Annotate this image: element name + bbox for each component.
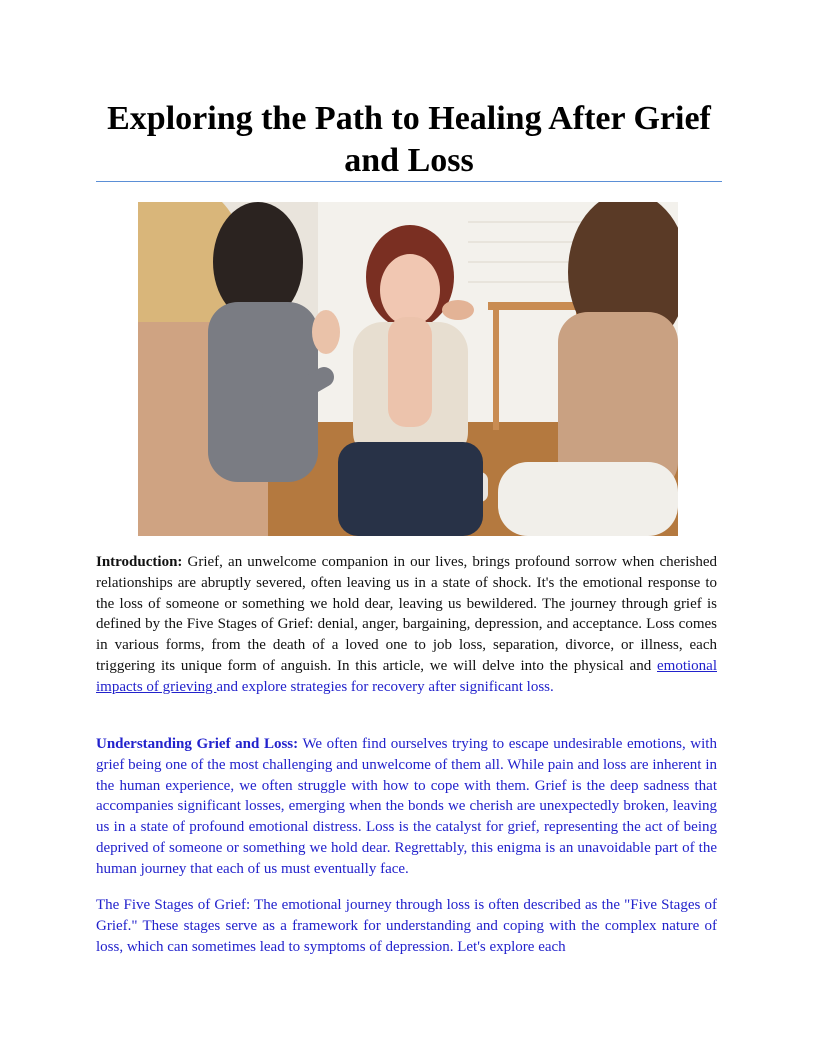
support-group-photo	[138, 202, 678, 536]
intro-text: Grief, an unwelcome companion in our lives, brings profound sorrow when cherished relationships are abruptly severed, often leaving us in a state of shock. It's the emotional response to the loss of someone or something we hold dear, leaving us bewildered. The journey through grief is defined by the Five Stages of Grief: denial, anger, bargaining, depression, and acceptance. Loss comes in various forms, from the death of a loved one to job loss, separation, divorce, or illness, each triggering its unique form of anguish. In this article, we will delve into the physical and	[96, 554, 717, 674]
stages-paragraph: The Five Stages of Grief: The emotional journey through loss is often described as the "Five Stages of Grief." These stages serve as a framework for understanding and coping with the complex nature of loss, which can sometimes lead to symptoms of depression. Let's explore each	[96, 897, 717, 955]
intro-lead: Introduction:	[96, 554, 183, 570]
title-divider	[96, 181, 722, 182]
article-title: Exploring the Path to Healing After Grief and Loss	[107, 100, 711, 179]
understanding-text: We often find ourselves trying to escape undesirable emotions, with grief being one of the most challenging and unwelcome of them all. While pain and loss are inherent in the human experience, we often struggle with how to cope with them. Grief is the deep sadness that accompanies significant losses, emerging when the bonds we cherish are unexpectedly broken, leaving us in a state of profound emotional distress. Loss is the catalyst for grief, representing the act of being deprived of someone or something we hold dear. Regrettably, this enigma is an unavoidable part of the human journey that each of us must eventually face.	[96, 736, 717, 877]
emotional-impacts-link[interactable]: emotional impacts of grieving	[96, 657, 717, 695]
intro-after-link-text: and explore strategies for recovery after significant loss.	[216, 678, 554, 695]
understanding-lead: Understanding Grief and Loss:	[96, 736, 299, 752]
understanding-paragraph	[96, 734, 717, 880]
intro-paragraph	[96, 552, 717, 698]
